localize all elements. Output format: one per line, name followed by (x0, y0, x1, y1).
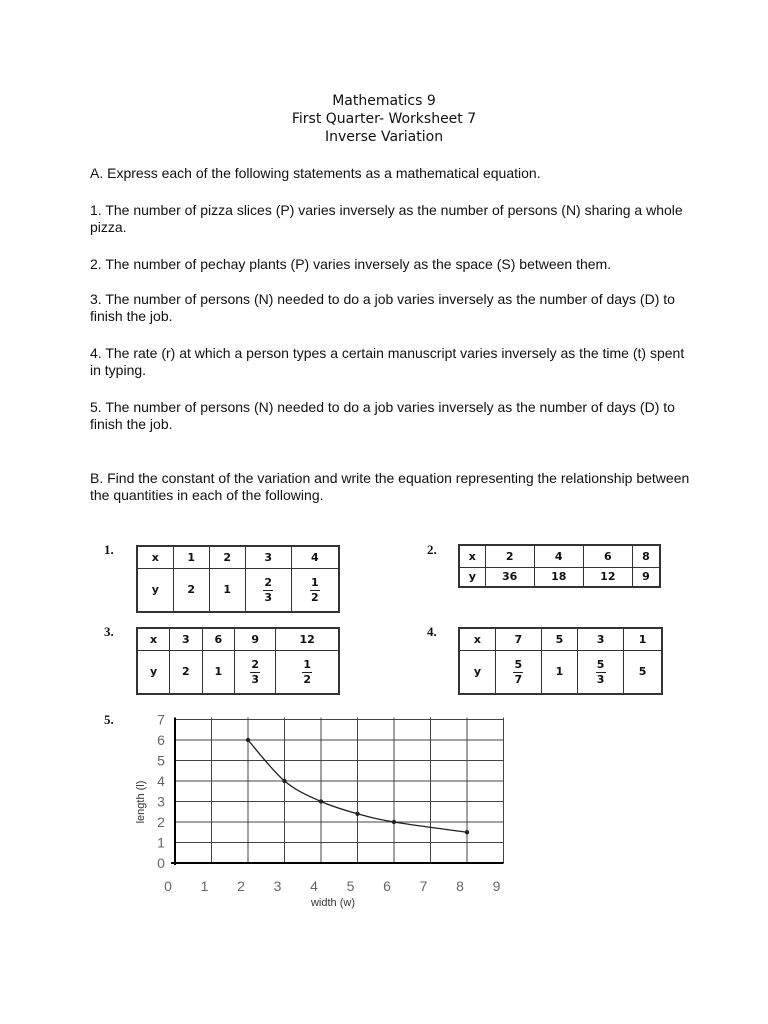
y-tick-label: 7 (157, 711, 165, 728)
table-cell-y-label: y (137, 650, 170, 694)
table-cell: 9 (632, 567, 660, 587)
x-tick-label: 9 (492, 878, 501, 894)
table-cell (235, 650, 276, 694)
x-tick-label: 2 (237, 878, 245, 894)
table-cell-x-label: x (459, 628, 495, 650)
data-point (355, 812, 359, 816)
y-axis-label: length (l) (135, 780, 147, 824)
variation-table-1 (136, 545, 340, 613)
doc-title-topic: Inverse Variation (324, 129, 444, 145)
data-point (282, 779, 286, 783)
table-cell (495, 650, 541, 694)
x-tick-label: 3 (273, 878, 282, 894)
variation-table-2 (458, 544, 661, 588)
variation-table-4 (458, 627, 663, 695)
table-1-number: 1. (104, 542, 114, 557)
table-cell: 1 (209, 568, 245, 612)
x-tick-label: 8 (456, 878, 464, 894)
fraction: $\frac{2}{3}$ (264, 575, 272, 604)
table-4-number: 4. (427, 624, 437, 639)
table-cell: 4 (291, 546, 339, 568)
part-a-heading: A. Express each of the following statements as a mathematical equation. (90, 165, 541, 181)
table-cell (276, 650, 339, 694)
table-cell: 8 (632, 545, 660, 567)
table-cell: 3 (245, 546, 291, 568)
table-cell-x-label: x (137, 628, 170, 650)
doc-title-subject: Mathematics 9 (332, 93, 436, 109)
table-cell: 6 (583, 545, 632, 567)
y-tick-label: 5 (157, 752, 165, 769)
data-point (465, 830, 469, 834)
variation-table-3 (136, 627, 340, 695)
part-a-item-3: 3. The number of persons (N) needed to do a job varies inversely as the number of days (D) to finish the job. (90, 291, 675, 324)
table-cell: 5 (541, 628, 577, 650)
x-tick-label: 1 (200, 878, 209, 894)
table-cell: 4 (534, 545, 583, 567)
table-2-number: 2. (427, 542, 437, 557)
table-cell: 1 (541, 650, 577, 694)
data-point (392, 820, 396, 824)
x-tick-label: 0 (164, 878, 172, 894)
part-a-item-2: 2. The number of pechay plants (P) varies inversely as the space (S) between them. (90, 256, 612, 272)
table-cell: 2 (485, 545, 534, 567)
table-cell: 6 (202, 628, 235, 650)
part-b-heading: B. Find the constant of the variation and write the equation representing the relationship between the quantities in each of the following. (90, 470, 690, 503)
fraction: $\frac{1}{2}$ (310, 575, 319, 604)
table-cell: 9 (235, 628, 276, 650)
table-cell: 3 (578, 628, 624, 650)
y-tick-label: 1 (157, 834, 165, 851)
x-axis-label: width (w) (310, 897, 356, 909)
y-tick-label: 4 (157, 773, 165, 789)
table-cell: 2 (170, 650, 203, 694)
inverse-variation-graph (120, 700, 520, 920)
y-tick-label: 0 (157, 855, 165, 871)
table-cell: 1 (624, 628, 662, 650)
fraction: $\frac{1}{2}$ (303, 657, 311, 686)
table-cell-y-label: y (459, 567, 485, 587)
fraction: $\frac{5}{7}$ (514, 657, 523, 686)
x-tick-label: 7 (419, 878, 428, 894)
table-cell: 1 (202, 650, 235, 694)
part-a-item-1: 1. The number of pizza slices (P) varies inversely as the number of persons (N) sharing a whole pizza. (90, 202, 683, 235)
table-cell (578, 650, 624, 694)
table-cell: 1 (173, 546, 209, 568)
x-tick-label: 5 (346, 878, 355, 894)
table-3-number: 3. (104, 624, 114, 639)
table-cell-x-label: x (137, 546, 173, 568)
fraction: $\frac{2}{3}$ (251, 657, 260, 686)
graph-number: 5. (104, 712, 114, 727)
table-cell: 12 (276, 628, 339, 650)
table-cell-x-label: x (459, 545, 485, 567)
table-cell: 2 (209, 546, 245, 568)
table-cell: 3 (170, 628, 203, 650)
table-cell: 7 (495, 628, 541, 650)
part-a-item-5: 5. The number of persons (N) needed to do a job varies inversely as the number of days (D) to finish the job. (90, 399, 675, 432)
table-cell: 36 (485, 567, 534, 587)
part-a-item-4: 4. The rate (r) at which a person types a certain manuscript varies inversely as the time (t) spent in typing. (90, 345, 685, 378)
fraction: $\frac{5}{3}$ (596, 657, 605, 686)
table-cell: 2 (173, 568, 209, 612)
y-tick-label: 3 (157, 793, 165, 810)
table-cell: 5 (624, 650, 662, 694)
x-tick-label: 4 (310, 878, 318, 894)
table-cell (245, 568, 291, 612)
table-cell (291, 568, 339, 612)
y-tick-label: 2 (157, 814, 165, 830)
data-point (246, 738, 250, 742)
x-tick-label: 6 (383, 878, 391, 894)
table-cell: 12 (583, 567, 632, 587)
table-cell-y-label: y (459, 650, 495, 694)
table-cell: 18 (534, 567, 583, 587)
table-cell-y-label: y (137, 568, 173, 612)
y-tick-label: 6 (157, 732, 165, 748)
doc-title-worksheet: First Quarter- Worksheet 7 (291, 111, 477, 127)
data-point (319, 799, 323, 803)
